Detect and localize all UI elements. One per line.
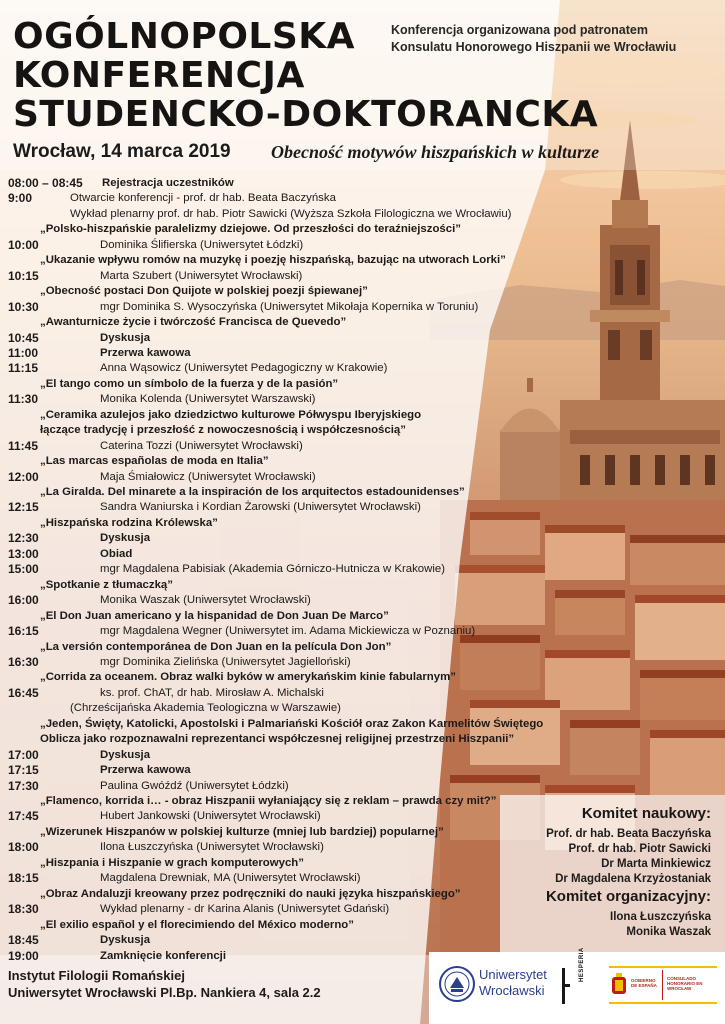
program-time: 10:45 — [8, 330, 39, 345]
program-time: 10:15 — [8, 268, 39, 283]
program-time: 17:30 — [8, 778, 39, 793]
program-time: 18:30 — [8, 902, 39, 917]
program-time: 11:00 — [8, 345, 39, 360]
program-time: 17:45 — [8, 809, 39, 824]
program-time: 13:00 — [8, 546, 39, 561]
program-text: Marta Szubert (Uniwersytet Wrocławski) — [100, 269, 303, 282]
organizing-member: Ilona Łuszczyńska — [610, 911, 711, 923]
logo-divider — [662, 970, 663, 1000]
uwr-name-line-2: Wrocławski — [479, 983, 545, 998]
program-text: Zamknięcie konferencji — [100, 949, 226, 962]
program-text: „El exilio español y el florecimiendo del México moderno” — [40, 918, 354, 931]
government-line-2: DE ESPAÑA — [631, 983, 657, 988]
uwr-seal-icon — [439, 966, 475, 1002]
program-text: Magdalena Drewniak, MA (Uniwersytet Wrocławski) — [100, 872, 361, 885]
program-text: „Obecność postaci Don Quijote w polskiej poezji śpiewanej” — [40, 285, 368, 298]
program-text: „Spotkanie z tłumaczką” — [40, 578, 173, 591]
consulate-line-2: HONORARIO EN — [667, 981, 703, 986]
program-text: Paulina Gwóźdź (Uniwersytet Łódzki) — [100, 779, 289, 792]
program-time: 17:00 — [8, 747, 39, 762]
program-text: Anna Wąsowicz (Uniwersytet Pedagogiczny w Krakowie) — [100, 362, 388, 375]
consulate-line-3: WROCŁAW — [667, 986, 692, 991]
program-text: Otwarcie konferencji - prof. dr hab. Beata Baczyńska — [70, 192, 336, 205]
hesperia-logo-text: HESPERIA — [579, 947, 585, 982]
title-line-2: KONFERENCJA — [13, 55, 305, 96]
program-text: Dyskusja — [100, 532, 151, 545]
program-text: Obiad — [100, 547, 133, 560]
sponsor-logos — [429, 947, 725, 1024]
program-time: 18:45 — [8, 933, 39, 948]
program-text: Dyskusja — [100, 331, 151, 344]
program-text: Przerwa kawowa — [100, 764, 191, 777]
program-text: Monika Waszak (Uniwersytet Wrocławski) — [100, 594, 311, 607]
uwr-name-line-1: Uniwersytet — [479, 967, 547, 982]
program-time: 12:15 — [8, 500, 39, 515]
spain-band-top — [609, 966, 717, 968]
program-time: 16:15 — [8, 624, 39, 639]
program-text: Sandra Waniurska i Kordian Żarowski (Uniwersytet Wrocławski) — [100, 501, 421, 514]
city-date: Wrocław, 14 marca 2019 — [13, 141, 231, 162]
program-time: 10:30 — [8, 299, 39, 314]
venue-address: Uniwersytet Wrocławski Pl.Bp. Nankiera 4, sala 2.2 — [8, 985, 321, 1000]
program-text: „Obraz Andaluzji kreowany przez podręczniki do nauki języka hiszpańskiego” — [40, 887, 461, 900]
program-text: mgr Dominika Zielińska (Uniwersytet Jagielloński) — [100, 655, 351, 668]
program-time: 18:00 — [8, 840, 39, 855]
consulate-line-1: CONSULADO — [667, 976, 696, 981]
program-text: „Polsko-hiszpańskie paralelizmy dziejowe. Od przeszłości do teraźniejszości” — [40, 223, 461, 236]
scientific-member: Prof. dr hab. Piotr Sawicki — [568, 843, 711, 855]
program-text: „Ceramika azulejos jako dziedzictwo kulturowe Półwyspu Iberyjskiego — [40, 408, 422, 421]
program-text: Monika Kolenda (Uniwersytet Warszawski) — [100, 393, 316, 406]
program-text: „Hiszpańska rodzina Królewska” — [40, 516, 218, 529]
program-text: Dominika Ślifierska (Uniwersytet Łódzki) — [100, 238, 304, 251]
program-text: „Wizerunek Hiszpanów w polskiej kulturze (mniej lub bardziej) popularnej” — [40, 825, 444, 838]
program-text: Wykład plenarny prof. dr hab. Piotr Sawicki (Wyższa Szkoła Filologiczna we Wrocławiu) — [70, 207, 512, 220]
program-text: „Hiszpania i Hiszpanie w grach komputerowych” — [40, 856, 304, 869]
program-text: „Flamenco, korrida i… - obraz Hiszpanii wyłaniający się z reklam – prawda czy mit?” — [40, 795, 497, 807]
program-time: 16:00 — [8, 593, 39, 608]
program-time: 12:00 — [8, 469, 39, 484]
program-time: 11:45 — [8, 438, 39, 453]
spain-coat-of-arms-icon — [611, 972, 627, 998]
program-text: „Ukazanie wpływu romów na muzykę i poezję hiszpańską, bazując na utworach Lorki” — [40, 254, 506, 267]
program-text: „Jeden, Święty, Katolicki, Apostolski i Palmariański Kościół oraz Zakon Karmelitów Świętego — [40, 717, 544, 730]
program-time: 08:00 – 08:45 — [8, 176, 83, 190]
organizing-committee-heading: Komitet organizacyjny: — [545, 888, 711, 905]
spain-band-bottom — [609, 1002, 717, 1004]
program-time: 16:30 — [8, 654, 39, 669]
government-line-1: GOBIERNO — [631, 978, 656, 983]
program-text: Ilona Łuszczyńska (Uniwersytet Wrocławski) — [100, 841, 324, 854]
program-text: Maja Śmiałowicz (Uniwersytet Wrocławski) — [100, 470, 316, 483]
program-text: mgr Dominika S. Wysoczyńska (Uniwersytet Mikołaja Kopernika w Toruniu) — [100, 300, 479, 313]
program-time: 15:00 — [8, 562, 39, 577]
organizing-member: Monika Waszak — [626, 926, 711, 938]
program-time: 11:15 — [8, 361, 39, 376]
scientific-member: Prof. dr hab. Beata Baczyńska — [546, 828, 711, 840]
program-time: 16:45 — [8, 685, 39, 700]
program-text: „El Don Juan americano y la hispanidad de Don Juan De Marco” — [40, 609, 389, 622]
venue-institute: Instytut Filologii Romańskiej — [8, 968, 185, 983]
program-text: „La Giralda. Del minarete a la inspiración de los arquitectos estadounidenses” — [40, 486, 465, 498]
program-text: łączące tradycję i przeszłość z nowoczesnością i współczesnością” — [40, 424, 406, 437]
scientific-committee-heading: Komitet naukowy: — [581, 805, 711, 822]
program-text: Dyskusja — [100, 934, 151, 947]
patronage-line-2: Konsulatu Honorowego Hiszpanii we Wrocławiu — [391, 40, 677, 54]
program-text: „Corrida za oceanem. Obraz walki byków w amerykańskim kinie fabularnym” — [40, 671, 456, 684]
program-text: Wykład plenarny - dr Karina Alanis (Uniwersytet Gdański) — [100, 903, 390, 916]
program-text: „La versión contemporánea de Don Juan en la película Don Jon” — [40, 640, 392, 653]
scientific-member: Dr Marta Minkiewicz — [601, 858, 711, 870]
program-time: 11:30 — [8, 392, 39, 407]
program-text: ks. prof. ChAT, dr hab. Mirosław A. Michalski — [100, 686, 324, 699]
program-text: „Awanturnicze życie i twórczość Francisca de Quevedo” — [40, 316, 347, 329]
program-time: 17:15 — [8, 763, 39, 778]
program-time: 9:00 — [8, 191, 33, 206]
program-time: 19:00 — [8, 948, 39, 963]
program-text: Caterina Tozzi (Uniwersytet Wrocławski) — [100, 439, 303, 452]
program-time: 10:00 — [8, 237, 39, 252]
conference-theme: Obecność motywów hiszpańskich w kulturze — [271, 142, 600, 162]
program-text: Oblicza jako rozpoznawalni reprezentanci współczesnej religijnej przestrzeni Hiszpanii” — [40, 733, 515, 746]
title-line-1: OGÓLNOPOLSKA — [13, 16, 356, 57]
program-time: 18:15 — [8, 871, 39, 886]
program-text: (Chrześcijańska Akademia Teologiczna w Warszawie) — [70, 702, 341, 715]
program-text: mgr Magdalena Wegner (Uniwersytet im. Adama Mickiewicza w Poznaniu) — [100, 625, 476, 638]
program-text: Przerwa kawowa — [100, 346, 191, 359]
program-text: „El tango como un símbolo de la fuerza y de la pasión” — [40, 377, 339, 390]
program-text: Hubert Jankowski (Uniwersytet Wrocławski) — [100, 810, 321, 823]
patronage-line-1: Konferencja organizowana pod patronatem — [391, 23, 648, 37]
program-text: Dyskusja — [100, 748, 151, 761]
program-time: 12:30 — [8, 531, 39, 546]
program-text: Rejestracja uczestników — [102, 177, 234, 189]
program-text: mgr Magdalena Pabisiak (Akademia Górniczo-Hutnicza w Krakowie) — [100, 563, 446, 576]
scientific-member: Dr Magdalena Krzyżostaniak — [555, 873, 711, 885]
title-line-3: STUDENCKO-DOKTORANCKA — [13, 94, 599, 135]
program-text: „Las marcas españolas de moda en Italia” — [40, 455, 269, 468]
